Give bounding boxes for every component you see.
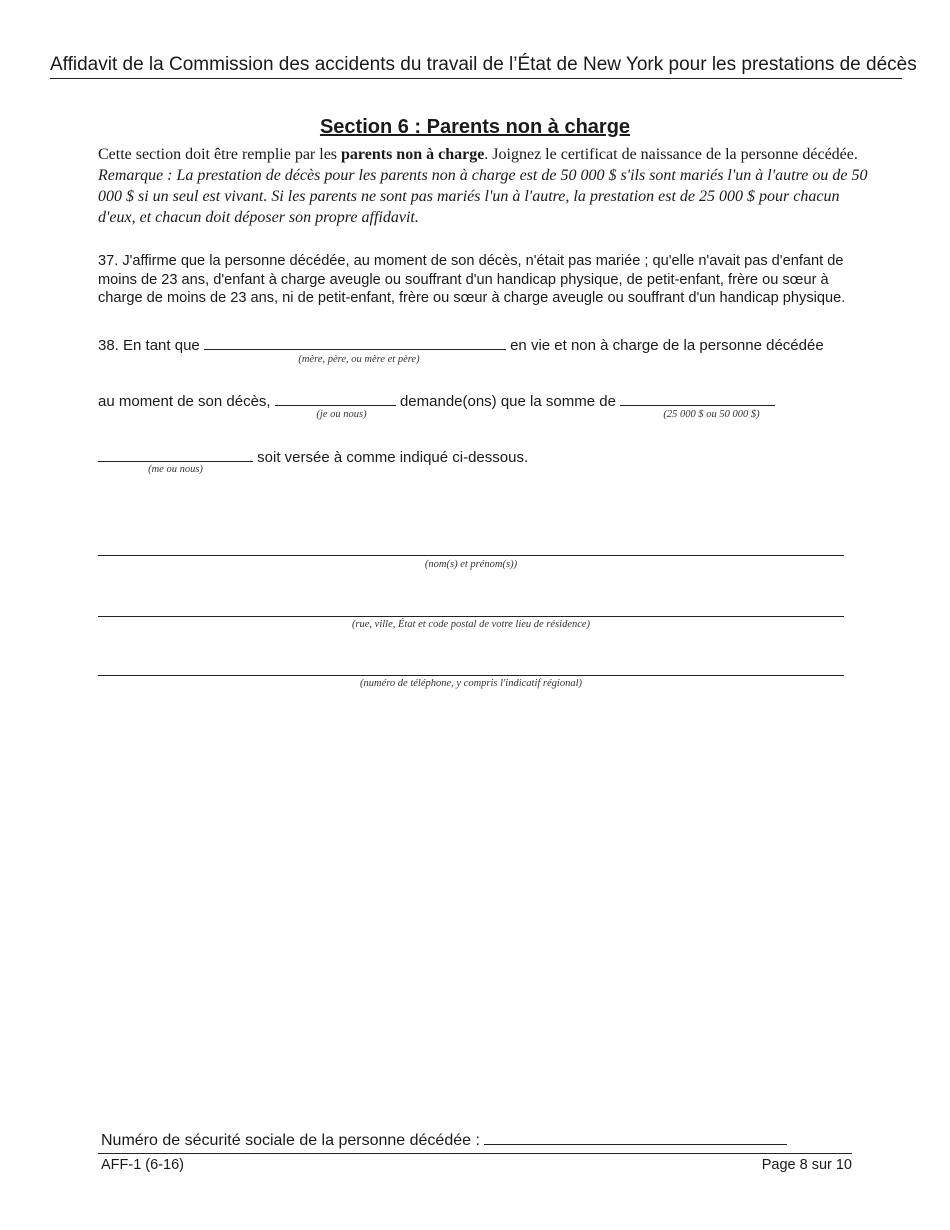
item-38-prefix: 38. En tant que (98, 337, 200, 354)
instructions-remark: Remarque : La prestation de décès pour les parents non à charge est de 50 000 $ s'ils sont mariés l'un à l'autre ou de 50 000 $ si un seul est vivant. Si les parents ne sont pas mariés l'un à l'autre, la prestation est de 25 000 $ pour chacun d'eux, et chacun doit déposer son propre affidavit. (98, 167, 868, 226)
name-hint: (nom(s) et prénom(s)) (424, 559, 518, 570)
line-2-prefix: au moment de son décès, (98, 393, 271, 410)
object-pronoun-field[interactable] (98, 447, 253, 462)
instructions-text-2: . Joignez le certificat de naissance de la personne décédée. (484, 146, 858, 163)
amount-field[interactable] (620, 391, 775, 406)
phone-field[interactable] (98, 675, 844, 676)
footer-divider (98, 1153, 852, 1154)
ssn-label: Numéro de sécurité sociale de la personne décédée : (101, 1132, 480, 1149)
relation-hint: (mère, père, ou mère et père) (298, 354, 420, 365)
form-id: AFF-1 (6-16) (101, 1157, 184, 1173)
line-2-mid: demande(ons) que la somme de (399, 393, 616, 410)
section-instructions (98, 144, 868, 228)
ssn-line (101, 1129, 787, 1150)
page-number: Page 8 sur 10 (761, 1157, 852, 1173)
object-pronoun-hint: (me ou nous) (148, 464, 203, 475)
line-3-suffix: soit versée à comme indiqué ci-dessous. (257, 449, 529, 466)
phone-hint: (numéro de téléphone, y compris l'indicatif régional) (359, 678, 583, 689)
ssn-field[interactable] (484, 1129, 787, 1145)
name-field[interactable] (98, 555, 844, 556)
address-field[interactable] (98, 616, 844, 617)
header-divider (50, 78, 902, 79)
item-38-line-2 (98, 391, 775, 410)
form-header-title: Affidavit de la Commission des accidents du travail de l’État de New York pour les prestations de décès (50, 54, 917, 75)
pronoun-hint: (je ou nous) (316, 409, 367, 420)
pronoun-field[interactable] (275, 391, 396, 406)
address-hint: (rue, ville, État et code postal de votre lieu de résidence) (351, 619, 591, 630)
instructions-bold: parents non à charge (341, 146, 485, 163)
section-title: Section 6 : Parents non à charge (319, 116, 631, 138)
relation-field[interactable] (204, 335, 506, 350)
item-38-line-1-suffix: en vie et non à charge de la personne décédée (510, 337, 824, 354)
item-38-line-1 (98, 335, 824, 354)
item-37-statement: 37. J'affirme que la personne décédée, au moment de son décès, n'était pas mariée ; qu'elle n'avait pas d'enfant de moins de 23 ans, d'enfant à charge aveugle ou souffrant d'un handicap physique, de petit-enfant, frère ou sœur à charge de moins de 23 ans, ni de petit-enfant, frère ou sœur à charge aveugle ou souffrant d'un handicap physique. (98, 253, 846, 307)
instructions-text: Cette section doit être remplie par les (98, 146, 342, 163)
amount-hint: (25 000 $ ou 50 000 $) (663, 409, 760, 420)
